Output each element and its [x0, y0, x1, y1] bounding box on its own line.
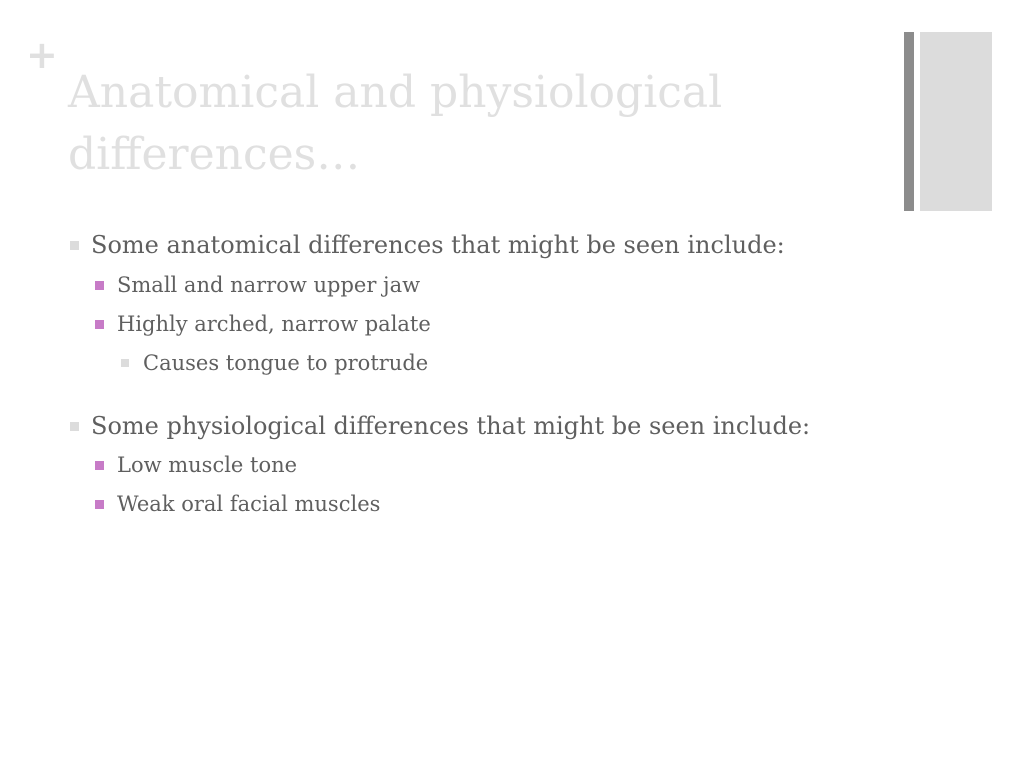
decorative-dark-bar: [904, 32, 914, 211]
bullet-text: Low muscle tone: [117, 453, 298, 477]
bullet-text: Small and narrow upper jaw: [117, 273, 421, 297]
slide-title: Anatomical and physiological differences…: [68, 67, 723, 180]
square-bullet-icon: [70, 241, 79, 250]
square-bullet-icon: [95, 320, 104, 329]
plus-icon: +: [26, 33, 58, 77]
square-bullet-icon: [95, 461, 104, 470]
bullet-text: Highly arched, narrow palate: [117, 312, 431, 336]
decorative-light-block: [920, 32, 992, 211]
square-bullet-icon: [95, 281, 104, 290]
bullet-text: Causes tongue to protrude: [143, 351, 429, 375]
bullet-item: [70, 231, 785, 259]
sub-bullet-item: [95, 492, 380, 516]
sub-sub-bullet-item: [121, 351, 428, 375]
bullet-text: Some physiological differences that might be seen include:: [91, 412, 811, 440]
sub-bullet-item: [95, 453, 297, 477]
square-bullet-icon: [70, 422, 79, 431]
bullet-item: [70, 412, 810, 440]
bullet-text: Weak oral facial muscles: [117, 492, 381, 516]
bullet-text: Some anatomical differences that might be seen include:: [91, 231, 785, 259]
square-bullet-icon: [121, 359, 129, 367]
square-bullet-icon: [95, 500, 104, 509]
sub-bullet-item: [95, 273, 420, 297]
sub-bullet-item: [95, 312, 431, 336]
